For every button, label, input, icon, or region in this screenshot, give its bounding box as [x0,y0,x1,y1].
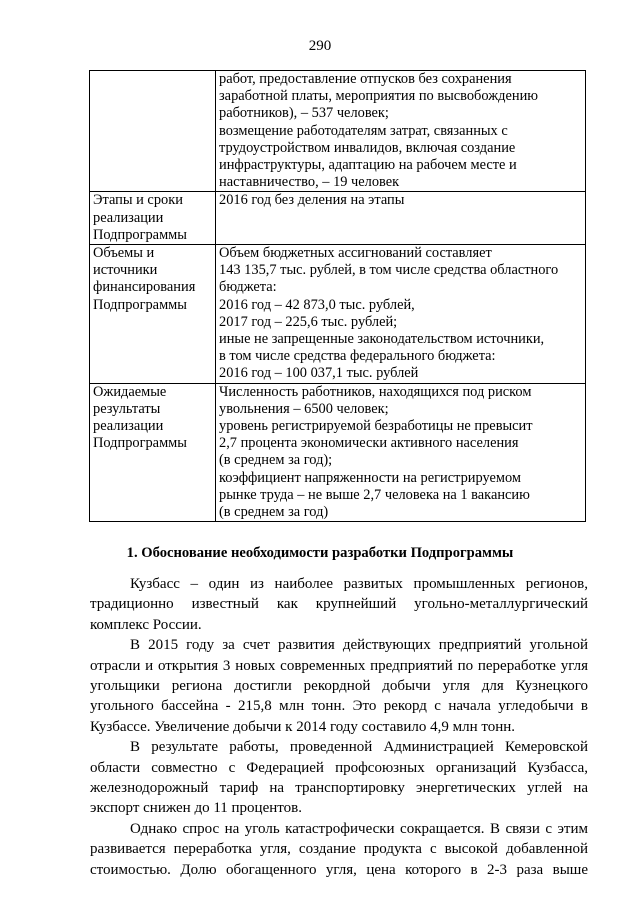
row-label-cell [90,192,216,245]
value-line: наставничество, – 19 человек [219,174,400,191]
subprogram-passport-table [89,70,586,522]
value-line: уровень регистрируемой безработицы не превысит [219,418,533,435]
value-line: (в среднем за год) [219,504,329,521]
label-line: реализации [93,418,164,435]
row-label-cell [90,71,216,192]
value-line: в том числе средства федерального бюджета: [219,348,496,365]
value-line: инфраструктуры, адаптацию на рабочем месте и [219,157,517,174]
paragraph-line: отрасли и открытия 3 новых современных предприятий по переработке угля [90,657,588,674]
paragraph-line: области совместно с Федерацией профсоюзных организаций Кузбасса, [90,759,588,776]
paragraph-line: развивается переработка угля, создание продукта с высокой добавленной [90,841,588,858]
value-line: коэффициент напряженности на регистрируемом [219,469,522,486]
paragraph [90,574,588,635]
value-line: работ, предоставление отпусков без сохранения [219,71,512,87]
paragraph-line: угольщики региона достигли рекордной добычи угля для Кузнецкого [90,678,588,695]
page-number: 290 [308,38,332,54]
row-value-cell [216,192,586,245]
value-line: 2016 год – 42 873,0 тыс. рублей, [219,296,415,313]
paragraph-line: экспорт снижен до 11 процентов. [90,800,302,817]
label-line: Этапы и сроки [93,192,183,209]
label-line: реализации [93,209,164,226]
value-line: бюджета: [219,279,277,296]
value-line: Объем бюджетных ассигнований составляет [219,245,492,262]
value-line: иные не запрещенные законодательством источники, [219,331,545,348]
table-row [90,383,586,522]
value-line: 2017 год – 225,6 тыс. рублей; [219,313,398,330]
value-line: 2,7 процента экономически активного населения [219,435,519,452]
value-line: возмещение работодателям затрат, связанных с [219,122,508,139]
label-line: результаты [93,400,161,417]
value-line: 143 135,7 тыс. рублей, в том числе средства областного [219,262,559,279]
value-line: (в среднем за год); [219,452,333,469]
value-line: заработной платы, мероприятия по высвобождению [219,88,539,105]
label-line: Подпрограммы [93,296,187,313]
section-heading: 1. Обоснование необходимости разработки Подпрограммы [126,545,514,561]
paragraph-line: железнодорожный тариф на транспортировку энергетических углей на [90,780,588,797]
paragraph [90,737,588,819]
value-line: Численность работников, находящихся под риском [219,383,532,400]
label-line: финансирования [93,279,196,296]
paragraph-line: традиционно известный как крупнейший угольно-металлургический [90,596,588,613]
paragraph-line: угольного бассейна - 215,8 млн тонн. Это рекорд с начала угледобычи в [90,698,588,715]
value-line: 2016 год – 100 037,1 тыс. рублей [219,365,419,382]
paragraph-line: Кузбассе. Увеличение добычи к 2014 году составило 4,9 млн тонн. [90,718,516,735]
row-value-cell [216,71,586,192]
row-label-cell [90,383,216,522]
label-line: источники [93,262,158,279]
row-value-cell [216,245,586,384]
paragraph-line: комплекс России. [90,616,202,633]
label-line: Подпрограммы [93,226,187,243]
paragraph-line: Однако спрос на уголь катастрофически сокращается. В связи с этим [130,820,588,837]
value-line: 2016 год без деления на этапы [219,192,405,209]
paragraph-line: В результате работы, проведенной Администрацией Кемеровской [130,739,588,756]
paragraph [90,819,588,880]
value-line: работников), – 537 человек; [219,105,389,122]
paragraph-line: В 2015 году за счет развития действующих предприятий угольной [130,637,588,654]
value-line: увольнения – 6500 человек; [219,400,389,417]
table-row [90,71,586,192]
label-line: Объемы и [93,245,155,262]
label-line: Подпрограммы [93,435,187,452]
value-line: рынке труда – не выше 2,7 человека на 1 вакансию [219,486,530,503]
paragraph-line: Кузбасс – один из наиболее развитых промышленных регионов, [130,576,588,592]
paragraph-line: стоимостью. Долю обогащенного угля, цена которого в 2-3 раза выше [90,861,588,878]
row-value-cell [216,383,586,522]
body-text [90,574,588,880]
paragraph [90,635,588,737]
table-row [90,192,586,245]
table-body [90,71,586,522]
row-label-cell [90,245,216,384]
value-line: трудоустройством инвалидов, включая создание [219,139,516,156]
label-line: Ожидаемые [93,383,167,400]
table-row [90,245,586,384]
